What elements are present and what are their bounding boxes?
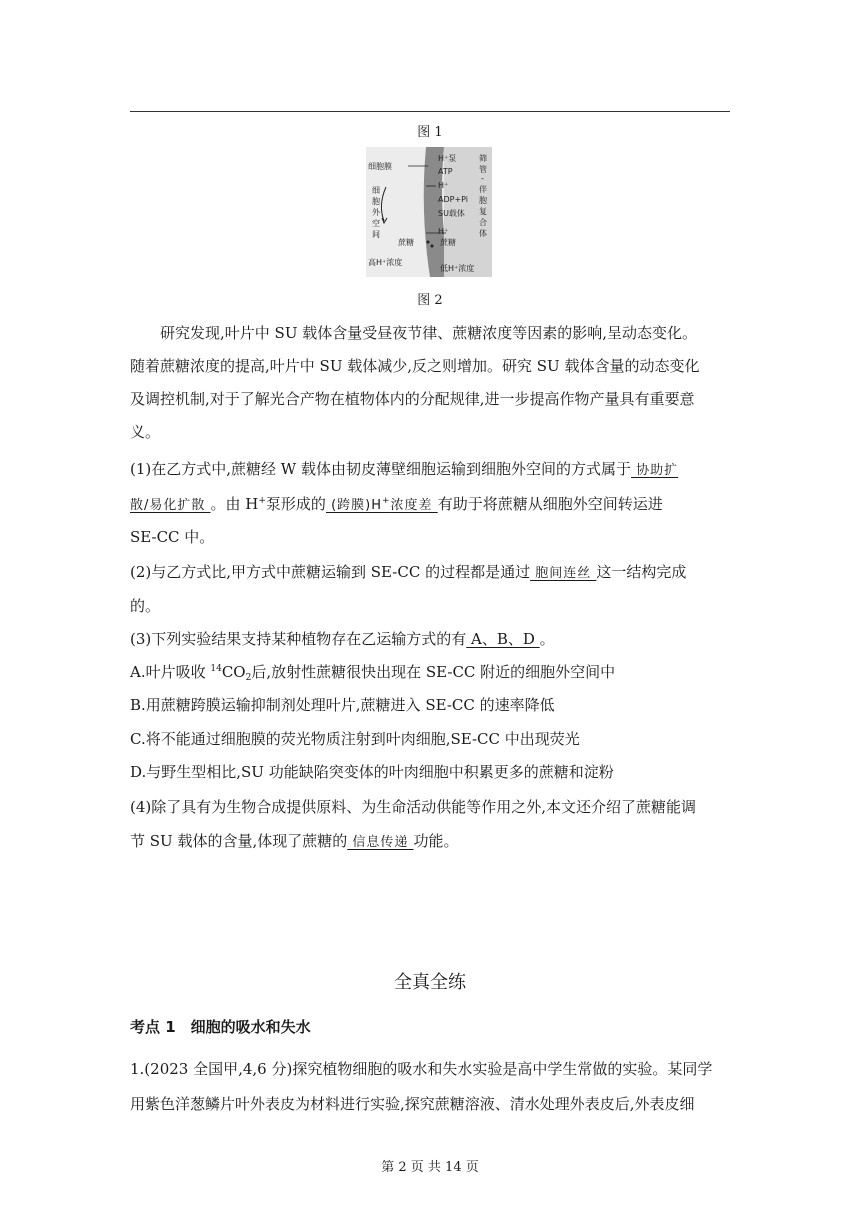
svg-text:筛: 筛 [479, 154, 487, 163]
svg-text:胞: 胞 [372, 197, 380, 206]
svg-text:体: 体 [479, 229, 487, 238]
figure-2-diagram [366, 147, 492, 277]
su-carrier-label: SU载体 [438, 209, 465, 218]
option-a: A.叶片吸收 $^{14}CO_2$后,放射性蔗糖很快出现在 SE-CC 附近的细胞外空间中 [130, 663, 616, 683]
para-line: 随着蔗糖浓度的提高,叶片中 SU 载体减少,反之则增加。研究 SU 载体含量的动态变化 [130, 357, 700, 375]
h-pump-label: H⁺泵 [438, 154, 457, 163]
svg-text:ADP+Pi: ADP+Pi [438, 195, 469, 204]
option-b: B.用蔗糖跨膜运输抑制剂处理叶片,蔗糖进入 SE-CC 的速率降低 [130, 696, 555, 714]
answer-2: 胞间连丝 [530, 566, 597, 581]
page-footer: 第 2 页 共 14 页 [381, 1160, 479, 1175]
question-1-line-2: 散/易化扩散 。由 H+泵形成的 (跨膜)H+浓度差 有助于将蔗糖从细胞外空间转运进 [130, 495, 663, 513]
header-rule [130, 111, 730, 112]
answer-1b: 散/易化扩散 [130, 498, 211, 513]
problem-1-line-1: 1.(2023 全国甲,4,6 分)探究植物细胞的吸水和失水实验是高中学生常做的实验。某同学 [130, 1060, 713, 1078]
svg-text:管: 管 [479, 165, 487, 174]
option-d: D.与野生型相比,SU 功能缺陷突变体的叶肉细胞中积累更多的蔗糖和淀粉 [130, 763, 614, 781]
sucrose-right-label: 蔗糖 [440, 238, 456, 247]
problem-1-line-2: 用紫色洋葱鳞片叶外表皮为材料进行实验,探究蔗糖溶液、清水处理外表皮后,外表皮细 [130, 1095, 695, 1113]
svg-text:间: 间 [372, 230, 380, 239]
para-line: 研究发现,叶片中 SU 载体含量受昼夜节律、蔗糖浓度等因素的影响,呈动态变化。 [160, 324, 697, 342]
svg-text:H⁺: H⁺ [438, 181, 449, 190]
svg-text:合: 合 [479, 218, 487, 227]
answer-1c: (跨膜)H+浓度差 [325, 496, 438, 513]
svg-text:外: 外 [372, 208, 380, 217]
svg-text:H⁺: H⁺ [438, 227, 449, 236]
question-3: (3)下列实验结果支持某种植物存在乙运输方式的有 A、B、D 。 [130, 630, 555, 648]
question-2-line-2: 的。 [130, 597, 161, 615]
answer-3: A、B、D [466, 630, 540, 648]
section-title: 全真全练 [394, 972, 466, 993]
low-h-label: 低H⁺浓度 [440, 264, 475, 273]
answer-1a: 协助扩 [630, 463, 679, 478]
membrane-label: 细胞膜 [368, 162, 392, 171]
sucrose-left-label: 蔗糖 [398, 238, 414, 247]
high-h-label: 高H⁺浓度 [368, 258, 403, 267]
question-4-line-2: 节 SU 载体的含量,体现了蔗糖的 信息传递 功能。 [130, 832, 459, 850]
para-line: 及调控机制,对于了解光合产物在植物体内的分配规律,进一步提高作物产量具有重要意 [130, 390, 695, 408]
question-2-line-1: (2)与乙方式比,甲方式中蔗糖运输到 SE-CC 的过程都是通过 胞间连丝 这一结构完成 [130, 563, 687, 581]
question-1-line-3: SE-CC 中。 [130, 528, 215, 546]
question-4-line-1: (4)除了具有为生物合成提供原料、为生命活动供能等作用之外,本文还介绍了蔗糖能调 [130, 798, 697, 816]
svg-text:复: 复 [479, 207, 487, 216]
svg-text:伴: 伴 [479, 185, 487, 194]
svg-text:胞: 胞 [479, 196, 487, 205]
svg-text:空: 空 [372, 219, 380, 228]
option-c: C.将不能通过细胞膜的荧光物质注射到叶肉细胞,SE-CC 中出现荧光 [130, 730, 580, 748]
answer-4: 信息传递 [347, 835, 414, 850]
topic-heading: 考点 1 细胞的吸水和失水 [130, 1018, 311, 1036]
figure-1-caption: 图 1 [417, 125, 443, 140]
figure-2-caption: 图 2 [417, 293, 443, 308]
svg-text:-: - [481, 174, 484, 183]
svg-text:细: 细 [372, 186, 380, 195]
question-1-line-1: (1)在乙方式中,蔗糖经 W 载体由韧皮薄壁细胞运输到细胞外空间的方式属于 协助扩 [130, 460, 679, 478]
para-line: 义。 [130, 423, 161, 441]
svg-text:ATP: ATP [438, 167, 453, 176]
